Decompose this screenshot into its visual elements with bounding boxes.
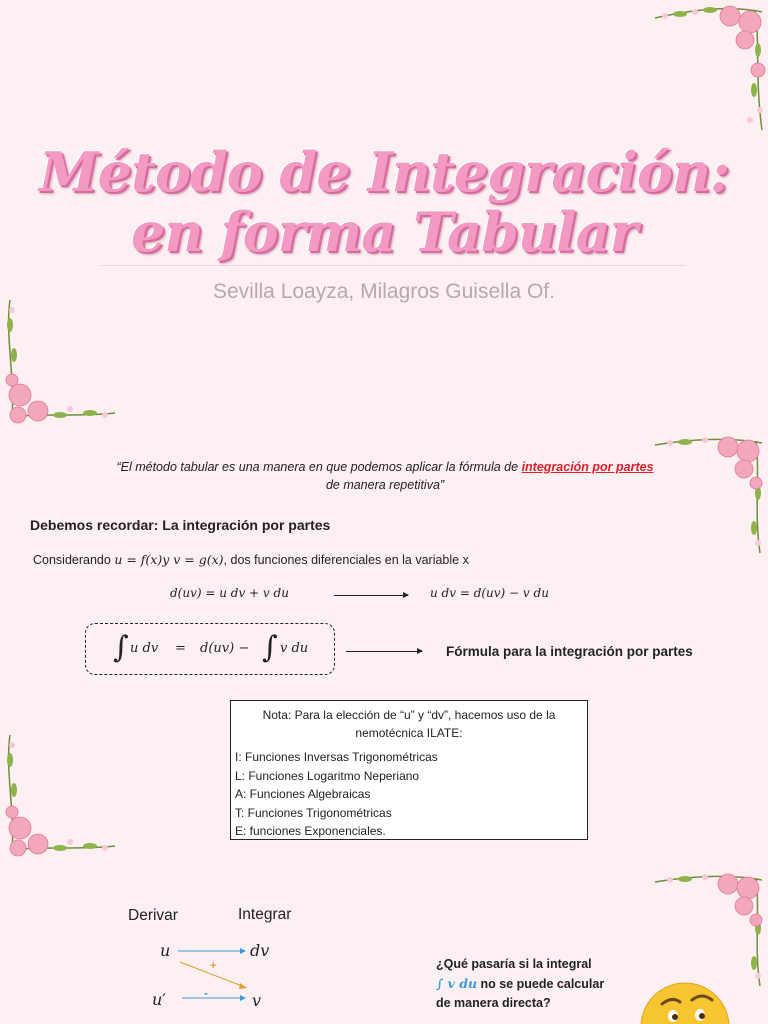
title-line-1: Método de Integración: bbox=[38, 140, 730, 204]
question-integral: ∫ v du bbox=[436, 976, 478, 991]
floral-corner-decoration-left-lower bbox=[0, 730, 120, 865]
ilate-note-box bbox=[230, 700, 588, 840]
considerando-suffix: , dos funciones diferenciales en la variable x bbox=[223, 553, 469, 567]
rearranged-equation: u dv = d(uv) − v du bbox=[430, 586, 549, 600]
title-divider bbox=[100, 265, 685, 266]
quote-highlight: integración por partes bbox=[521, 460, 654, 474]
raised-eyebrow-emoji-icon bbox=[640, 982, 730, 1024]
arrow-right bbox=[334, 595, 408, 596]
list-item: E: funciones Exponenciales. bbox=[235, 824, 386, 838]
list-item: A: Funciones Algebraicas bbox=[235, 787, 371, 801]
integral-sign: ∫ bbox=[262, 630, 278, 665]
diagram-u: u bbox=[160, 941, 171, 960]
formula-equals: = bbox=[175, 641, 186, 656]
plus-sign: + bbox=[210, 960, 217, 972]
diagram-v: v bbox=[252, 991, 262, 1010]
question-text bbox=[436, 955, 626, 1013]
tabular-arrows-diagram bbox=[170, 940, 260, 1010]
integral-sign: ∫ bbox=[113, 630, 129, 665]
author-name: Sevilla Loayza, Milagros Guisella Of. bbox=[213, 280, 555, 303]
list-item: T: Funciones Trigonométricas bbox=[235, 805, 392, 820]
floral-corner-decoration-right-lower bbox=[650, 868, 768, 988]
floral-corner-decoration-right-middle bbox=[650, 433, 768, 558]
ilate-list bbox=[235, 748, 587, 841]
section-heading: Debemos recordar: La integración por partes bbox=[30, 517, 331, 533]
minus-sign: - bbox=[204, 986, 208, 1000]
product-rule-equation: d(uv) = u dv + v du bbox=[170, 586, 289, 600]
considerando-prefix: Considerando bbox=[33, 553, 115, 567]
floral-corner-decoration-top-right bbox=[650, 0, 768, 135]
question-line-3: de manera directa? bbox=[436, 996, 551, 1010]
diagram-u-prime: u′ bbox=[152, 990, 166, 1009]
floral-corner-decoration-left-upper bbox=[0, 295, 120, 435]
note-header: Nota: Para la elección de “u” y “dv”, hacemos uso de la nemotécnica ILATE: bbox=[262, 708, 556, 740]
considerando-line bbox=[33, 552, 469, 567]
question-line-2: no se puede calcular bbox=[477, 977, 605, 991]
integrar-label: Integrar bbox=[238, 906, 292, 923]
considerando-math: u = f(x)y v = g(x) bbox=[114, 552, 224, 567]
derivar-label: Derivar bbox=[128, 907, 178, 924]
intro-quote bbox=[90, 458, 680, 494]
title-line-2: en forma Tabular bbox=[130, 200, 638, 264]
diagram-dv: dv bbox=[250, 941, 270, 960]
quote-text-end: de manera repetitiva” bbox=[325, 478, 445, 492]
formula-label: Fórmula para la integración por partes bbox=[446, 644, 693, 659]
arrow-right bbox=[346, 651, 422, 652]
quote-text-start: “El método tabular es una manera en que podemos aplicar la fórmula de bbox=[116, 460, 522, 474]
formula-right-term: v du bbox=[280, 641, 309, 656]
formula-left-term: u dv bbox=[130, 641, 159, 656]
formula-middle-term: d(uv) − bbox=[200, 641, 250, 656]
question-line-1: ¿Qué pasaría si la integral bbox=[436, 957, 592, 971]
list-item: L: Funciones Logaritmo Neperiano bbox=[235, 768, 420, 783]
list-item: I: Funciones Inversas Trigonométricas bbox=[235, 750, 438, 764]
